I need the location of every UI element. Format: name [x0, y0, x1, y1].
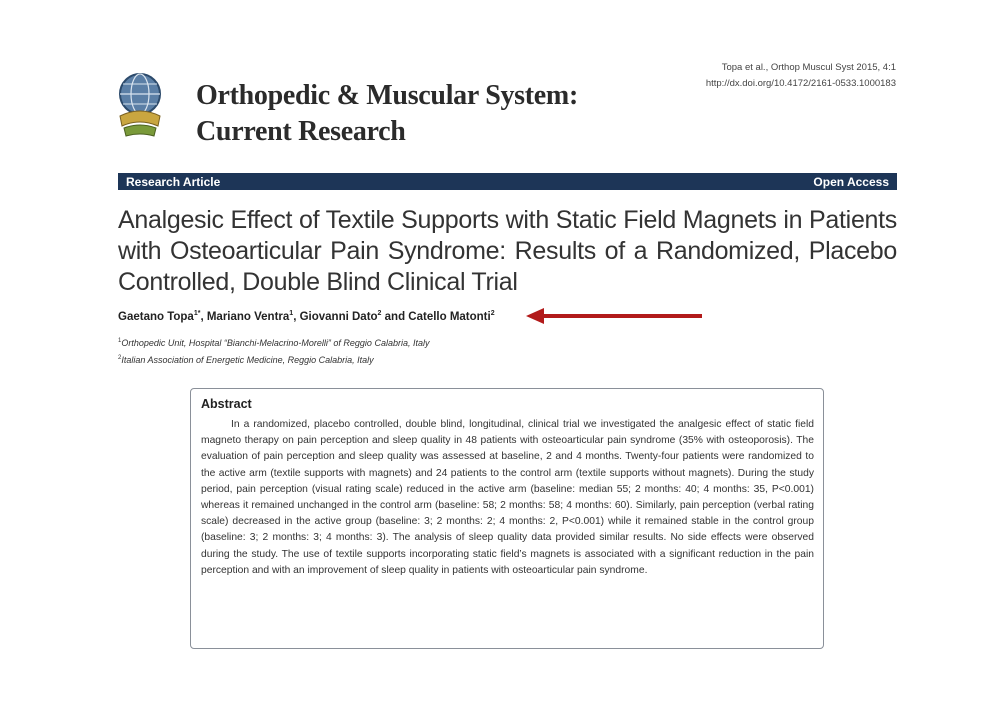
- article-type-label: Research Article: [126, 174, 221, 189]
- author-name: Giovanni Dato: [299, 310, 378, 323]
- open-access-label: Open Access: [813, 174, 889, 189]
- abstract-text: In a randomized, placebo controlled, double blind, longitudinal, clinical trial we investigated the analgesic effect of static field magneto therapy on pain perception and sleep quality in 48 patients with osteoarticular pain syndrome (35% with osteoporosis). The evaluation of pain perception and sleep quality was assessed at baseline, 2 and 4 months. Twenty-four patients were randomized to the active arm (textile supports with magnets) and 24 patients to the control arm (textile supports without magnets). During the study period, pain perception (visual rating scale) reduced in the active arm (baseline: median 55; 2 months: 40; 4 months: 35, P<0.001) whereas it remained unchanged in the control arm (baseline: 58; 2 months: 58; 4 months: 60). Similarly, pain perception (verbal rating scale) decreased in the active group (baseline: 3; 2 months: 2; 4 months: 2, P<0.001) while it remained stable in the control group (baseline: 3; 2 months: 3; 4 months: 3). The analysis of sleep quality data provided similar results. No side effects were observed during the study. The use of textile supports incorporating static field’s magnets is associated with a significant reduction in the pain perception and with an improvement of sleep quality in patients with osteoarticular pain syndrome.: [201, 419, 814, 576]
- author-affiliation-mark: 2: [490, 310, 495, 317]
- affiliation-mark: 2: [118, 355, 122, 361]
- journal-title-line2: Current Research: [196, 116, 406, 147]
- article-title: Analgesic Effect of Textile Supports with Static Field Magnets in Patients with Osteoarticular Pain Syndrome: Results of a Randomized, Placebo Controlled, Double Blind Clinical Trial: [118, 206, 897, 296]
- citation-block: [706, 60, 896, 92]
- affiliation-line: [118, 334, 429, 351]
- author-list: [118, 310, 495, 323]
- author-affiliation-mark: 1*: [193, 310, 201, 317]
- article-type-bar: [118, 173, 897, 190]
- affiliation-line: [118, 351, 429, 368]
- abstract-heading: Abstract: [201, 397, 252, 411]
- affiliations: [118, 334, 429, 368]
- author-name: Mariano Ventra: [206, 310, 290, 323]
- affiliation-mark: 1: [118, 338, 122, 344]
- author-name: Catello Matonti: [408, 310, 491, 323]
- journal-title-line1: Orthopedic & Muscular System:: [196, 80, 578, 111]
- journal-logo-icon: [114, 70, 166, 140]
- author-affiliation-mark: 2: [377, 310, 382, 317]
- author-affiliation-mark: 1: [289, 310, 294, 317]
- affiliation-text: Orthopedic Unit, Hospital “Bianchi-Melacrino-Morelli” of Reggio Calabria, Italy: [121, 338, 430, 348]
- author-separator: ,: [200, 310, 207, 323]
- author-separator: ,: [293, 310, 300, 323]
- citation: Topa et al., Orthop Muscul Syst 2015, 4:1: [721, 62, 896, 73]
- author-separator: and: [381, 310, 409, 323]
- abstract-box: [190, 388, 824, 649]
- affiliation-text: Italian Association of Energetic Medicine, Reggio Calabria, Italy: [121, 355, 374, 365]
- red-arrow-icon: [524, 306, 704, 326]
- doi-link[interactable]: http://dx.doi.org/10.4172/2161-0533.1000183: [705, 78, 896, 89]
- journal-title: [196, 78, 578, 150]
- author-name: Gaetano Topa: [118, 310, 194, 323]
